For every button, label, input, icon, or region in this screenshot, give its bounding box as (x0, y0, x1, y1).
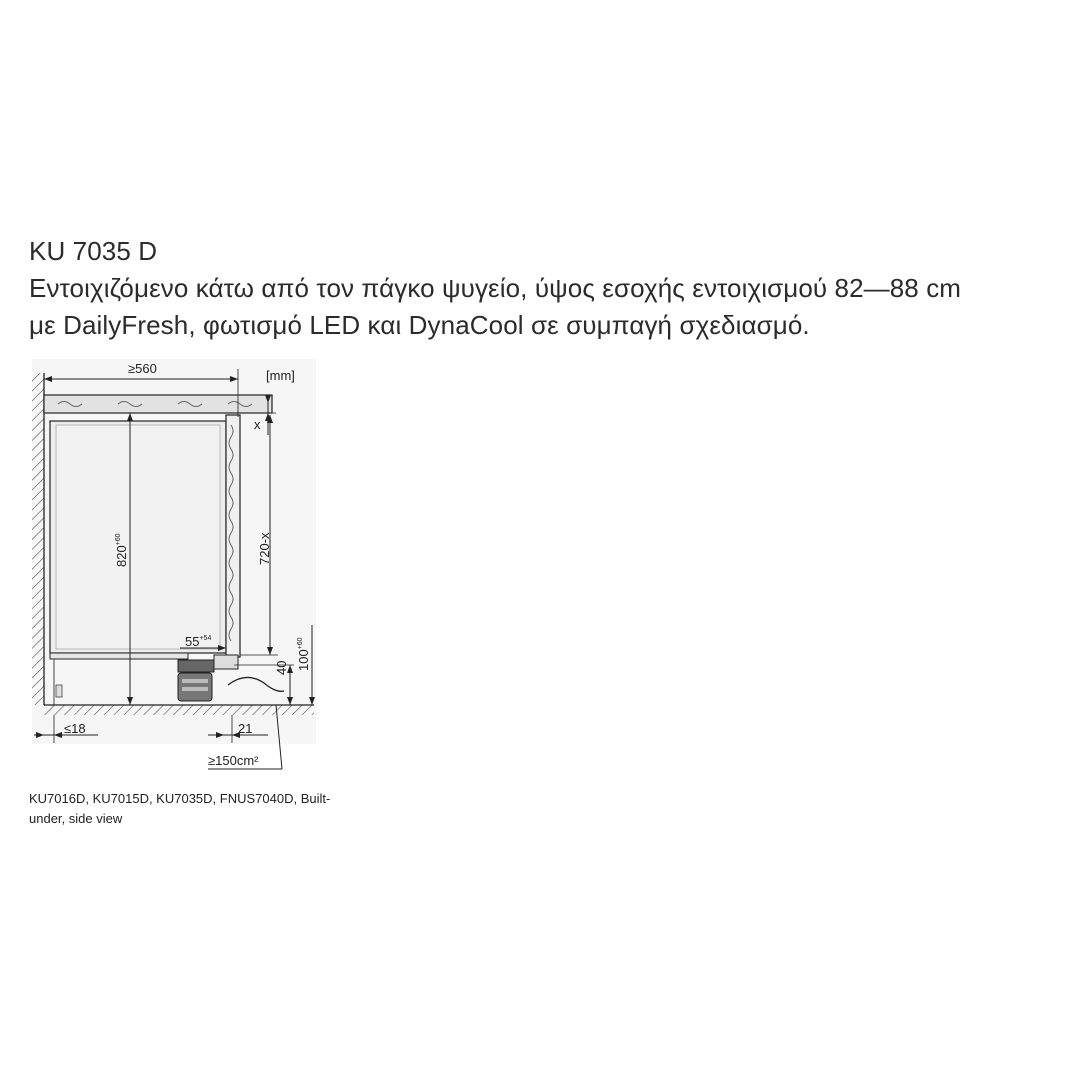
depth-label: $55^{+54}$ (185, 634, 212, 649)
appliance-door (226, 415, 240, 657)
product-description-line1: Εντοιχιζόμενο κάτω από τον πάγκο ψυγείο, ύψος εσοχής εντοιχισμού 82—88 cm (29, 273, 962, 303)
product-heading (29, 233, 1069, 344)
appliance-body (50, 421, 226, 653)
width-label: ≥560 (128, 361, 157, 376)
wall (32, 373, 44, 705)
figure-caption (29, 789, 429, 829)
toe-label: 21 (238, 721, 253, 736)
unit-label: [mm] (266, 368, 295, 383)
plinth-label: 40 (274, 660, 289, 675)
vent-label: ≥150cm² (208, 753, 259, 768)
gap-label: x (254, 417, 261, 432)
caption-line1: KU7016D, KU7015D, KU7035D, FNUS7040D, Built- (29, 791, 331, 806)
floor (44, 705, 314, 715)
caption-line2: under, side view (29, 811, 123, 826)
height-label: $820^{+60}$ (114, 533, 129, 567)
product-model: KU 7035 D (29, 236, 158, 266)
installation-diagram (28, 355, 320, 780)
door-label: 720-x (257, 532, 272, 565)
plinth-total-label: $100^{+60}$ (296, 637, 311, 671)
side-gap-label: ≤18 (64, 721, 86, 736)
product-description-line2: με DailyFresh, φωτισμό LED και DynaCool σε συμπαγή σχεδιασμό. (29, 310, 810, 340)
